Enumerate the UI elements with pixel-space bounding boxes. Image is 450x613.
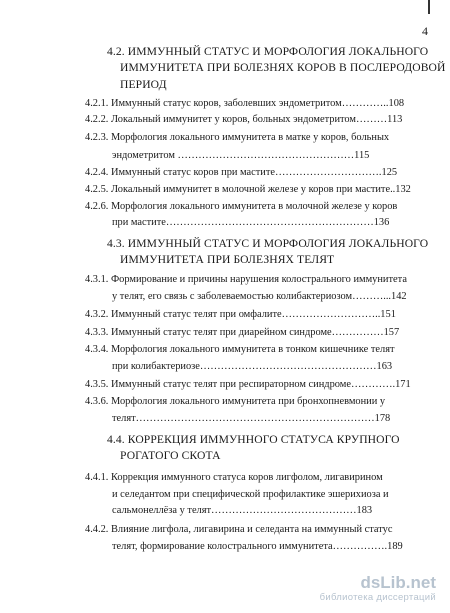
toc-entry-line: 4.3.3. Иммунный статус телят при диарейном синдроме……………157 [85, 327, 400, 338]
watermark-logo: dsLib.net [360, 573, 436, 592]
toc-entry-line: 4.3.5. Иммунный статус телят при респираторном синдроме………….171 [85, 379, 411, 390]
toc-entry-line: 4.2.6. Морфология локального иммунитета в молочной железе у коров [85, 201, 398, 212]
page-edge-mark [428, 0, 430, 14]
toc-heading-line: 4.3. ИММУННЫЙ СТАТУС И МОРФОЛОГИЯ ЛОКАЛЬНОГО [107, 237, 429, 250]
toc-entry-line: 4.2.1. Иммунный статус коров, заболевших эндометритом…………..108 [85, 98, 405, 109]
toc-heading-line: ИММУНИТЕТА ПРИ БОЛЕЗНЯХ КОРОВ В ПОСЛЕРОДОВОЙ [120, 61, 446, 74]
toc-entry-line: 4.2.4. Иммунный статус коров при мастите………………………….125 [85, 167, 398, 178]
toc-heading-line: РОГАТОГО СКОТА [120, 449, 221, 462]
toc-entry-line: 4.3.1. Формирование и причины нарушения колострального иммунитета [85, 274, 407, 285]
toc-entry-line: при колибактериозе……………………………………………163 [112, 361, 393, 372]
toc-entry-line: при мастите……………………………………………………136 [112, 217, 390, 228]
toc-entry-line: телят……………………………………………………………178 [112, 413, 391, 424]
toc-heading-line: 4.2. ИММУННЫЙ СТАТУС И МОРФОЛОГИЯ ЛОКАЛЬНОГО [107, 45, 429, 58]
toc-heading-line: ИММУНИТЕТА ПРИ БОЛЕЗНЯХ ТЕЛЯТ [120, 253, 335, 266]
toc-entry-line: 4.4.1. Коррекция иммунного статуса коров лигфолом, лигавирином [85, 472, 383, 483]
page-number: 4 [422, 24, 428, 38]
dslib-watermark [320, 574, 436, 603]
toc-entry-line: эндометритом ……………………………………………115 [112, 150, 370, 161]
toc-entry-line: 4.2.5. Локальный иммунитет в молочной железе у коров при мастите..132 [85, 184, 411, 195]
toc-entry-line: у телят, его связь с заболеваемостью колибактериозом………...142 [112, 291, 407, 302]
toc-entry-line: 4.4.2. Влияние лигфола, лигавирина и селеданта на иммунный статус [85, 524, 393, 535]
toc-entry-line: и селедантом при специфической профилактике эшерихиоза и [112, 489, 389, 500]
toc-entry-line: 4.2.3. Морфология локального иммунитета в матке у коров, больных [85, 132, 390, 143]
toc-entry-line: 4.3.2. Иммунный статус телят при омфалите………………………..151 [85, 309, 396, 320]
watermark-subtitle: библиотека диссертаций [319, 592, 436, 603]
toc-entry-line: сальмонеллёза у телят……………………………………183 [112, 505, 373, 516]
toc-heading-line: 4.4. КОРРЕКЦИЯ ИММУННОГО СТАТУСА КРУПНОГО [107, 433, 400, 446]
toc-entry-line: 4.3.4. Морфология локального иммунитета в тонком кишечнике телят [85, 344, 395, 355]
toc-entry-line: 4.3.6. Морфология локального иммунитета при бронхопневмонии у [85, 396, 386, 407]
toc-entry-line: телят, формирование колострального иммунитета…………….189 [112, 541, 403, 552]
toc-heading-line: ПЕРИОД [120, 78, 167, 91]
toc-entry-line: 4.2.2. Локальный иммунитет у коров, больных эндометритом………113 [85, 114, 403, 125]
